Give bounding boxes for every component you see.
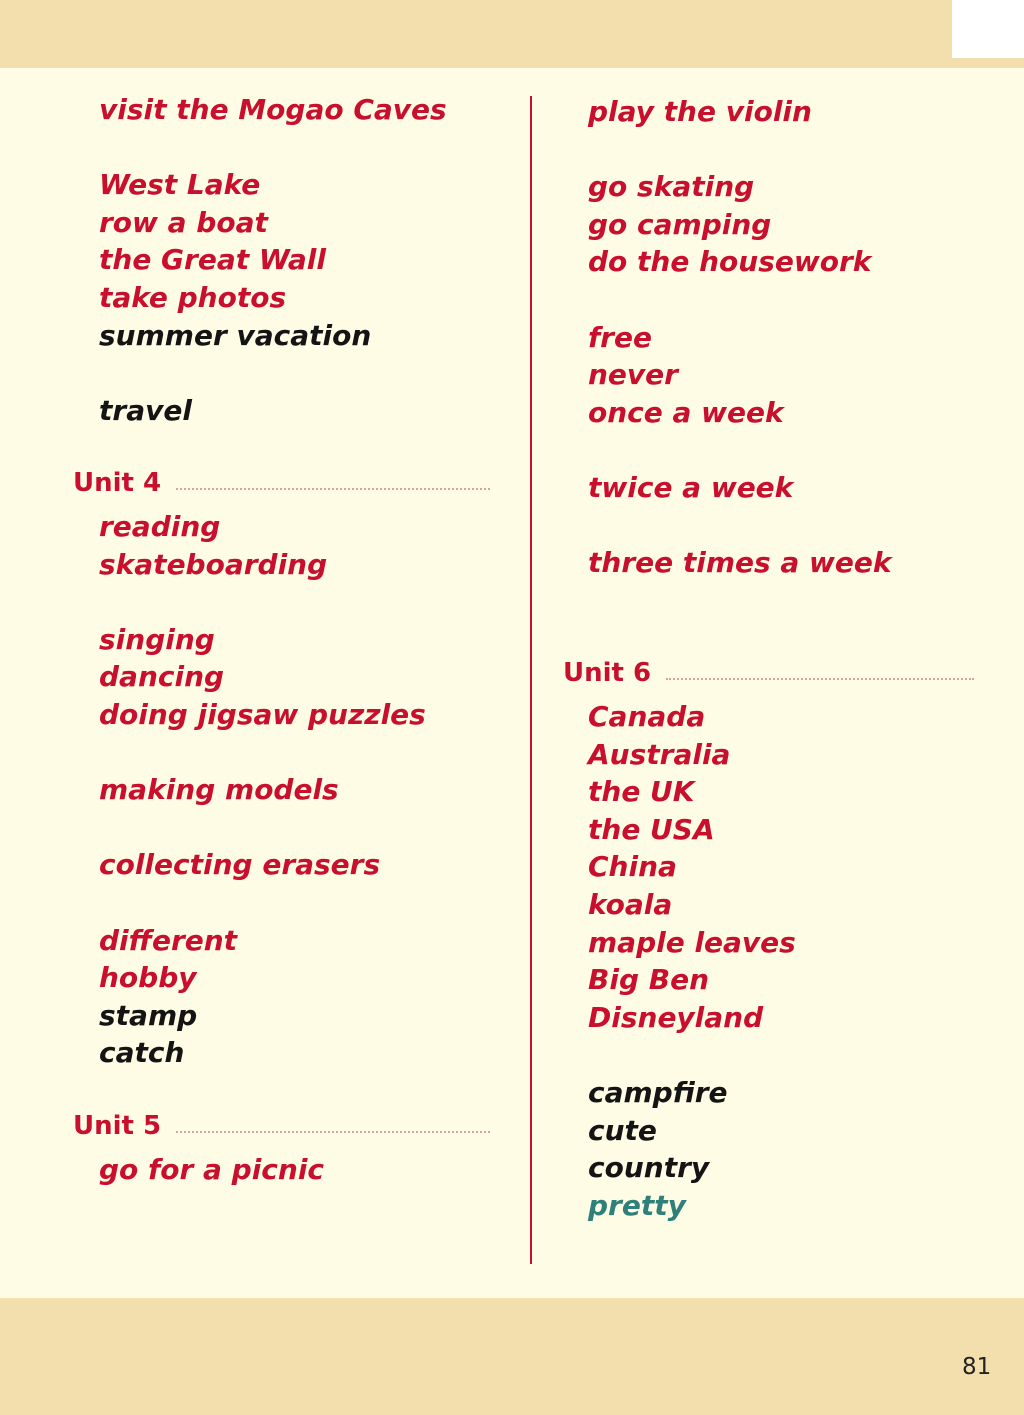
glossary-term: West Lake [99,168,261,202]
page-number: 81 [962,1354,992,1380]
glossary-term: stamp [99,998,198,1032]
glossary-term: doing jigsaw puzzles [99,698,426,731]
glossary-term: dancing [99,660,225,694]
glossary-term: pretty [588,1188,686,1222]
glossary-term: the Great Wall [99,243,326,277]
glossary-term: three times a week [588,546,892,580]
unit-heading: Unit 6 [563,658,652,689]
glossary-term: different [99,923,238,957]
unit-heading: Unit 5 [73,1111,162,1141]
glossary-term: maple leaves [588,925,796,959]
glossary-term: take photos [99,281,287,314]
glossary-term: the UK [588,775,695,809]
glossary-term: collecting erasers [99,848,381,882]
glossary-term: singing [99,622,215,656]
glossary-term: travel [99,393,192,427]
glossary-term: cute [588,1113,657,1147]
glossary-term: play the violin [588,95,812,128]
glossary-term: skateboarding [99,547,328,581]
unit-dotted-rule [176,488,490,490]
glossary-term: China [588,850,677,884]
glossary-term: go camping [588,207,772,241]
glossary-term: making models [99,773,339,807]
glossary-term: country [588,1151,710,1185]
glossary-term: go skating [588,170,755,204]
glossary-term: never [588,358,678,392]
glossary-term: hobby [99,961,197,995]
unit-dotted-rule [666,678,974,680]
glossary-term: summer vacation [99,318,372,352]
glossary-term: catch [99,1036,185,1070]
glossary-term: reading [99,510,221,543]
glossary-term: visit the Mogao Caves [99,93,447,126]
glossary-term: once a week [588,395,784,429]
glossary-term: Big Ben [588,963,709,997]
glossary-term: the USA [588,812,715,846]
glossary-term: row a boat [99,205,268,239]
glossary-term: campfire [588,1076,728,1109]
column-divider [530,96,532,1264]
glossary-term: Canada [588,700,706,733]
glossary-term: Disneyland [588,1000,764,1034]
glossary-term: twice a week [588,471,794,504]
unit-dotted-rule [176,1131,490,1133]
glossary-term: free [588,320,652,354]
glossary-term: go for a picnic [99,1152,325,1186]
corner-blank [952,0,1024,58]
glossary-term: Australia [588,737,731,771]
unit-heading: Unit 4 [73,468,162,499]
glossary-term: do the housework [588,245,872,279]
glossary-term: koala [588,888,673,921]
